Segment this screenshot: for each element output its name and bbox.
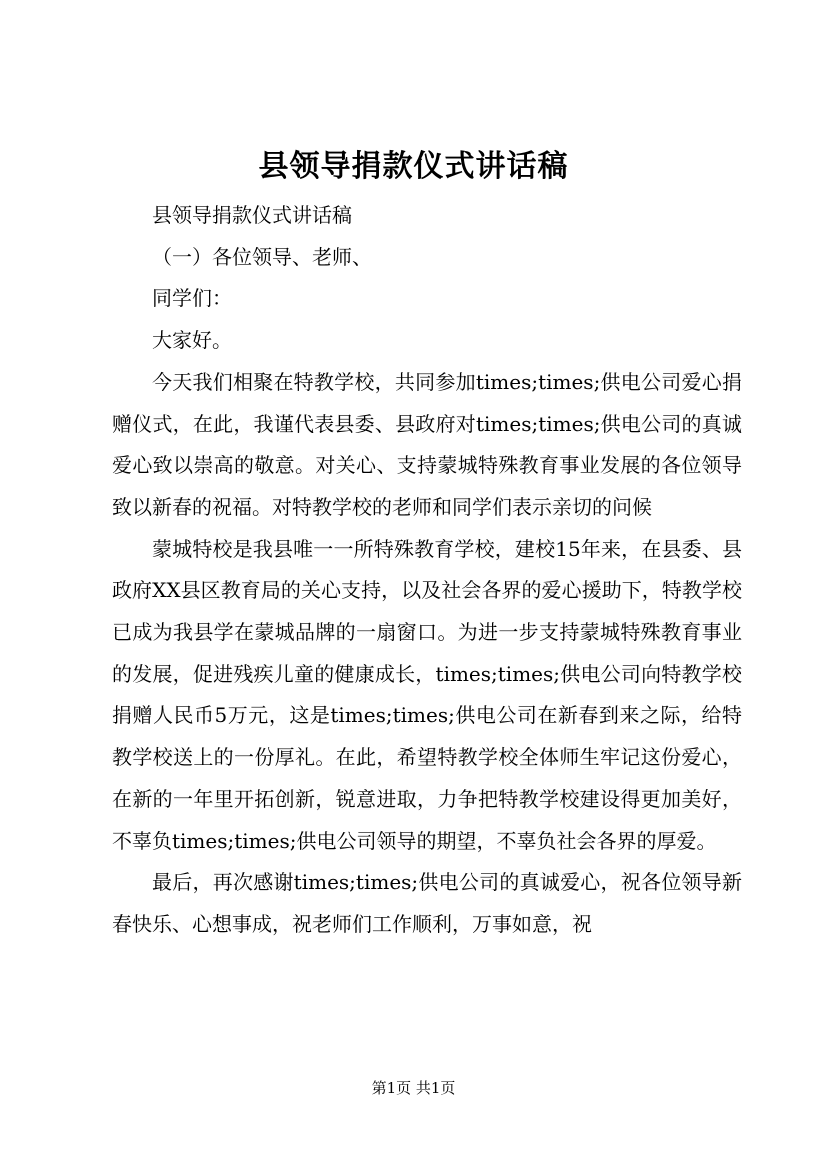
paragraph-salutation-2: 同学们： xyxy=(152,286,232,311)
document-title: 县领导捐款仪式讲话稿 xyxy=(258,149,569,184)
paragraph-school-intro: 蒙城特校是我县唯一一所特殊教育学校，建校15年来，在县委、县政府XX县区教育局的关心支持，以及社会各界的爱心援助下，特教学校已成为我县学在蒙城品牌的一扇窗口。为进一步支持蒙城特殊教育事业的发展，促进残疾儿童的健康成长，times;times;供电公司向特教学校捐赠人民币5万元，这是times;times;供电公司在新春到来之际，给特教学校送上的一份厚礼。在此，希望特教学校全体师生牢记这份爱心，在新的一年里开拓创新，锐意进取，力争把特教学校建设得更加美好，不辜负times;times;供电公司领导的期望，不辜负社会各界的厚爱。 xyxy=(112,536,742,853)
paragraph-salutation-1: （一）各位领导、老师、 xyxy=(152,244,372,269)
paragraph-opening: 今天我们相聚在特教学校，共同参加times;times;供电公司爱心捐赠仪式，在此，我谨代表县委、县政府对times;times;供电公司的真诚爱心致以崇高的敬意。对关心、支持蒙城特殊教育事业发展的各位领导致以新春的祝福。对特教学校的老师和同学们表示亲切的问候 xyxy=(112,369,742,519)
document-body xyxy=(112,195,742,946)
paragraph-greeting: 大家好。 xyxy=(152,328,232,353)
paragraph-closing: 最后，再次感谢times;times;供电公司的真诚爱心，祝各位领导新春快乐、心想事成，祝老师们工作顺利，万事如意，祝 xyxy=(112,870,742,936)
page-footer: 第1页 共1页 xyxy=(371,1079,456,1097)
paragraph-subtitle: 县领导捐款仪式讲话稿 xyxy=(152,203,352,227)
